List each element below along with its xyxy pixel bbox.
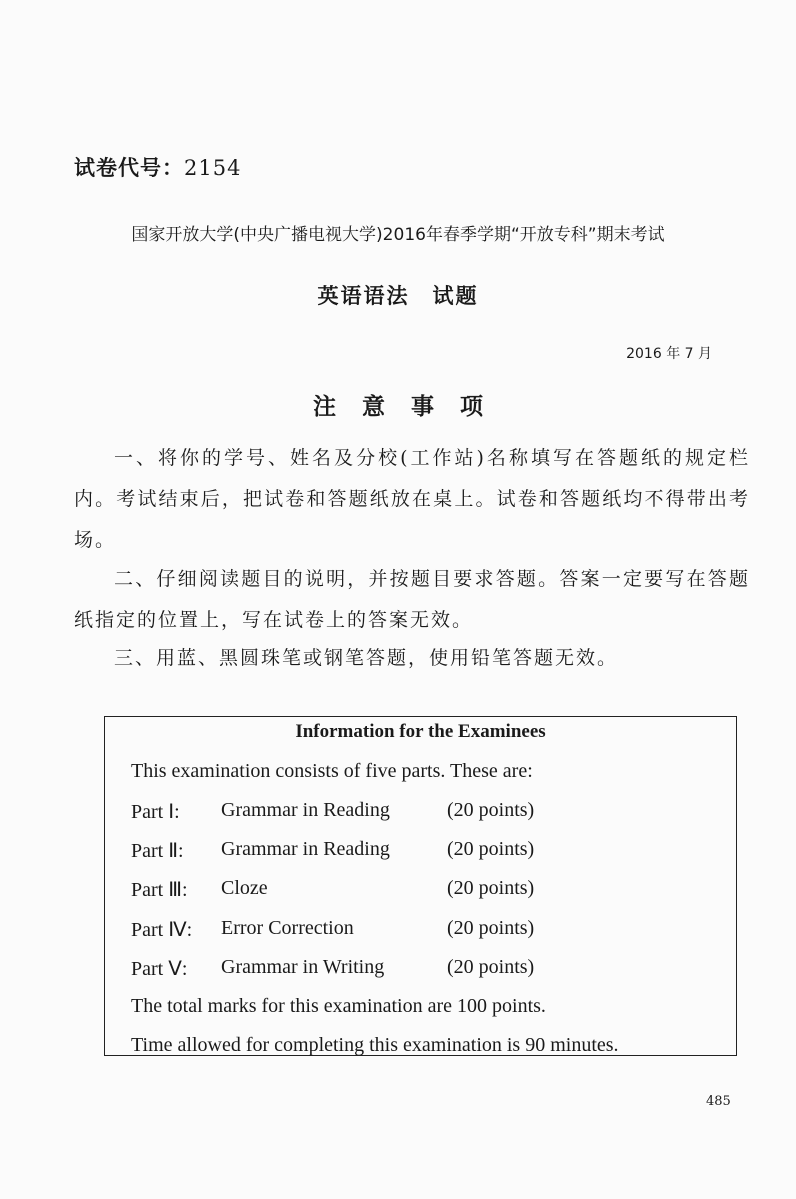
part-row (131, 799, 731, 827)
part-name: Part Ⅳ: (131, 919, 193, 941)
part-row (131, 838, 731, 866)
part-name: Part Ⅰ: (131, 801, 180, 823)
part-topic: Cloze (221, 877, 268, 899)
exam-code-label: 试卷代号： (74, 156, 184, 180)
exam-code (74, 152, 241, 182)
part-row (131, 917, 731, 945)
part-points: (20 points) (447, 956, 535, 978)
part-points: (20 points) (447, 838, 535, 860)
part-row (131, 956, 731, 984)
part-name: Part Ⅱ: (131, 840, 184, 862)
exam-header-line: 国家开放大学(中央广播电视大学)2016年春季学期“开放专科”期末考试 (131, 225, 665, 245)
notice-item-2: 二、仔细阅读题目的说明，并按题目要求答题。答案一定要写在答题纸指定的位置上，写在试卷上的答案无效。 (74, 568, 750, 631)
part-topic: Error Correction (221, 917, 354, 939)
page-number: 485 (706, 1094, 731, 1109)
part-points: (20 points) (447, 799, 535, 821)
part-topic: Grammar in Reading (221, 838, 390, 860)
info-time-allowed: Time allowed for completing this examination is 90 minutes. (131, 1034, 619, 1056)
notice-item-3: 三、用蓝、黑圆珠笔或钢笔答题，使用铅笔答题无效。 (114, 647, 619, 669)
notice-heading: 注意事项 (313, 394, 509, 420)
part-topic: Grammar in Reading (221, 799, 390, 821)
part-points: (20 points) (447, 877, 535, 899)
info-box-title: Information for the Examinees (295, 721, 546, 742)
part-topic: Grammar in Writing (221, 956, 385, 978)
part-row (131, 877, 731, 905)
subject-title: 英语语法 试题 (317, 284, 479, 308)
info-total-marks: The total marks for this examination are 100 points. (131, 995, 546, 1017)
part-points: (20 points) (447, 917, 535, 939)
part-name: Part Ⅲ: (131, 879, 188, 901)
part-name: Part Ⅴ: (131, 958, 188, 980)
examinee-info-box (104, 716, 737, 1056)
notice-item-1: 一、将你的学号、姓名及分校(工作站)名称填写在答题纸的规定栏内。考试结束后，把试卷和答题纸放在桌上。试卷和答题纸均不得带出考场。 (74, 447, 750, 551)
info-intro: This examination consists of five parts. These are: (131, 760, 533, 782)
exam-code-number: 2154 (184, 156, 242, 180)
exam-date: 2016 年 7 月 (626, 346, 712, 362)
